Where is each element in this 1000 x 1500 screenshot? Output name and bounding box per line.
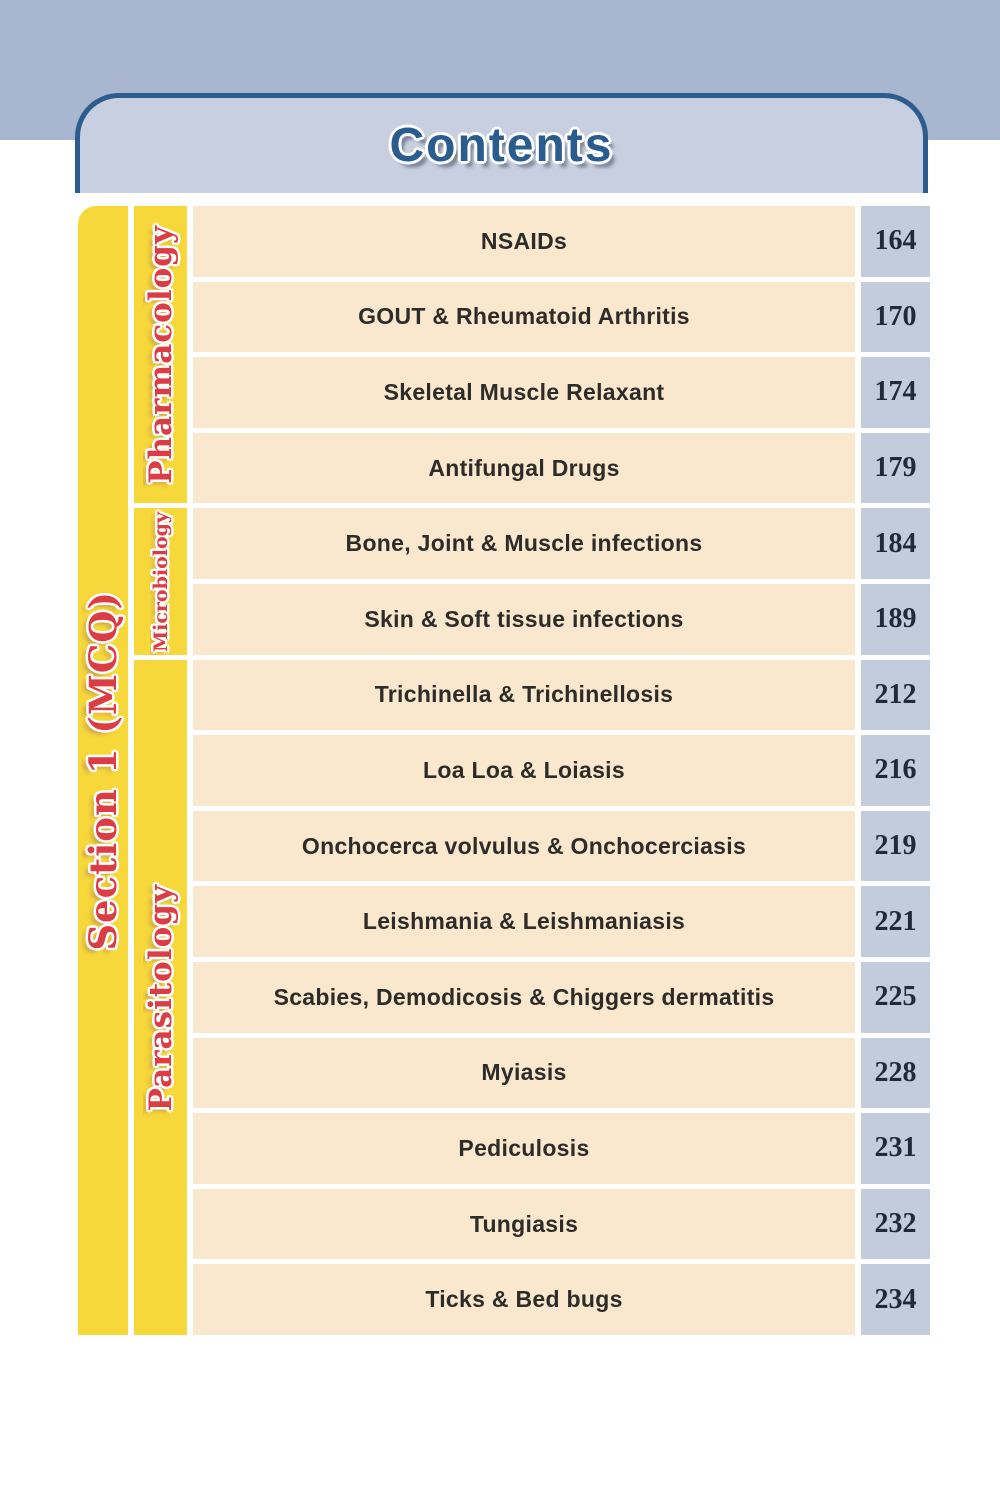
toc-topic-cell[interactable] bbox=[193, 660, 855, 731]
toc-page-number: 179 bbox=[874, 452, 917, 484]
toc-topic-label: Pediculosis bbox=[458, 1134, 590, 1161]
page-title: Contents bbox=[389, 119, 614, 172]
toc-topic-cell[interactable] bbox=[193, 282, 855, 353]
toc-topic-label: Leishmania & Leishmaniasis bbox=[362, 908, 686, 935]
toc-topic-cell[interactable] bbox=[193, 962, 855, 1033]
toc-topic-cell[interactable] bbox=[193, 1038, 855, 1109]
toc-topic-label: Onchocerca volvulus & Onchocerciasis bbox=[301, 832, 747, 859]
category-label: Parasitology bbox=[142, 883, 179, 1111]
toc-page-cell[interactable] bbox=[861, 1038, 930, 1109]
toc-topic-cell[interactable] bbox=[193, 811, 855, 882]
category-cell-parasitology bbox=[134, 660, 187, 1335]
toc-topic-label: GOUT & Rheumatoid Arthritis bbox=[358, 303, 690, 330]
toc-topic-cell[interactable] bbox=[193, 206, 855, 277]
toc-topic-cell[interactable] bbox=[193, 1264, 855, 1335]
category-cell-microbiology bbox=[134, 508, 187, 654]
toc-page-cell[interactable] bbox=[861, 357, 930, 428]
toc-page-number: 219 bbox=[874, 830, 917, 862]
section-bar bbox=[78, 206, 128, 1335]
toc-page-number: 216 bbox=[874, 754, 917, 786]
toc-topic-cell[interactable] bbox=[193, 433, 855, 504]
toc-topic-label: Bone, Joint & Muscle infections bbox=[345, 530, 703, 557]
toc-topic-cell[interactable] bbox=[193, 1113, 855, 1184]
toc-page-cell[interactable] bbox=[861, 735, 930, 806]
toc-page-cell[interactable] bbox=[861, 1189, 930, 1260]
toc-page-number: 234 bbox=[874, 1283, 917, 1315]
toc-topic-cell[interactable] bbox=[193, 886, 855, 957]
toc-topic-cell[interactable] bbox=[193, 584, 855, 655]
toc-topic-cell[interactable] bbox=[193, 735, 855, 806]
toc-page-cell[interactable] bbox=[861, 206, 930, 277]
title-panel bbox=[75, 93, 928, 193]
toc-page-cell[interactable] bbox=[861, 1113, 930, 1184]
toc-topic-cell[interactable] bbox=[193, 1189, 855, 1260]
toc-topic-cell[interactable] bbox=[193, 357, 855, 428]
toc-page-cell[interactable] bbox=[861, 1264, 930, 1335]
toc-topic-label: Trichinella & Trichinellosis bbox=[374, 681, 674, 708]
toc-page-cell[interactable] bbox=[861, 584, 930, 655]
toc-topic-label: Loa Loa & Loiasis bbox=[423, 756, 625, 783]
toc-page-cell[interactable] bbox=[861, 886, 930, 957]
toc-topic-label: Antifungal Drugs bbox=[428, 454, 620, 481]
toc-page-number: 232 bbox=[874, 1208, 917, 1240]
toc-page-number: 174 bbox=[874, 376, 917, 408]
toc-topic-label: Skin & Soft tissue infections bbox=[364, 605, 684, 632]
toc-page-number: 228 bbox=[874, 1056, 917, 1088]
toc-topic-label: NSAIDs bbox=[480, 227, 568, 254]
toc-page-cell[interactable] bbox=[861, 660, 930, 731]
toc-page-cell[interactable] bbox=[861, 433, 930, 504]
toc-page-number: 212 bbox=[874, 678, 917, 710]
toc-topic-label: Myiasis bbox=[481, 1059, 567, 1086]
toc-topic-label: Scabies, Demodicosis & Chiggers dermatitis bbox=[273, 983, 775, 1010]
contents-table bbox=[78, 206, 930, 1335]
toc-topic-label: Ticks & Bed bugs bbox=[425, 1286, 623, 1313]
toc-topic-label: Tungiasis bbox=[469, 1210, 579, 1237]
toc-topic-cell[interactable] bbox=[193, 508, 855, 579]
section-label: Section 1 (MCQ) bbox=[81, 590, 125, 951]
toc-page-cell[interactable] bbox=[861, 508, 930, 579]
toc-topic-label: Skeletal Muscle Relaxant bbox=[383, 378, 665, 405]
toc-page-number: 221 bbox=[874, 905, 917, 937]
toc-page-cell[interactable] bbox=[861, 962, 930, 1033]
toc-page-number: 225 bbox=[874, 981, 917, 1013]
toc-page-number: 164 bbox=[874, 225, 917, 257]
category-label: Microbiology bbox=[149, 511, 172, 652]
toc-page-number: 170 bbox=[874, 300, 917, 332]
toc-page-number: 189 bbox=[874, 603, 917, 635]
category-cell-pharmacology bbox=[134, 206, 187, 503]
toc-page-number: 184 bbox=[874, 527, 917, 559]
toc-page-cell[interactable] bbox=[861, 811, 930, 882]
toc-page-number: 231 bbox=[874, 1132, 917, 1164]
toc-page-cell[interactable] bbox=[861, 282, 930, 353]
category-label: Pharmacology bbox=[142, 225, 179, 485]
